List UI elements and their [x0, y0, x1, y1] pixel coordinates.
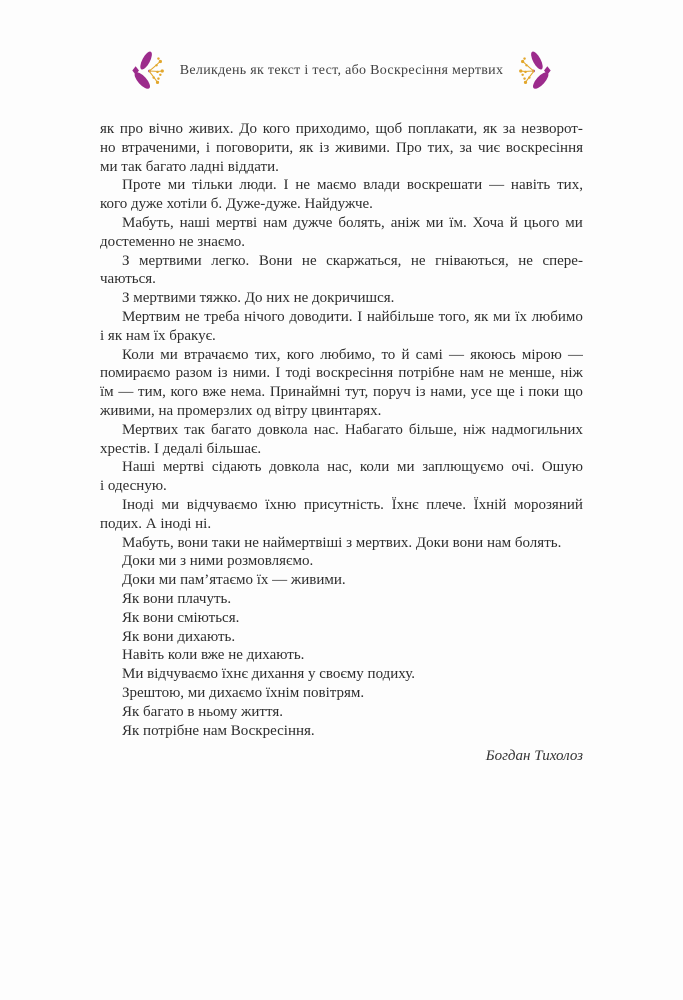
text-line: кого дуже хотіли б. Дуже-дуже. Найдужче.: [100, 196, 373, 213]
text-line: і одесную.: [100, 478, 167, 495]
text-line: помираємо разом із ними. І тоді воскресіння потрібне нам не менше, ніж: [100, 365, 583, 382]
text-line: Як вони дихають.: [122, 628, 236, 645]
text-line: Наші мертві сідають довкола нас, коли ми заплющуємо очі. Ошую: [122, 459, 583, 476]
text-line: хрестів. І дедалі більшає.: [100, 440, 262, 457]
text-line: Ми відчуваємо їхнє дихання у своєму подиху.: [122, 666, 415, 683]
text-line: достеменно не знаємо.: [100, 233, 246, 250]
text-line: Як вони сміються.: [122, 609, 240, 626]
paragraph: [100, 346, 583, 421]
paragraph: [100, 722, 583, 741]
text-line: живими, на промерзлих од вітру цвинтарях.: [100, 402, 382, 419]
author-signature: Богдан Тихолоз: [485, 748, 583, 765]
paragraph: [100, 214, 583, 252]
paragraph: [100, 421, 583, 459]
text-line: і як нам їх бракує.: [100, 327, 216, 344]
paragraph: [100, 628, 583, 647]
text-line: Мертвих так багато довкола нас. Набагато більше, ніж надмогильних: [122, 421, 583, 438]
text-line: Доки ми пам’ятаємо їх — живими.: [122, 572, 346, 589]
text-line: Мертвим не треба нічого доводити. І найбільше того, як ми їх любимо: [122, 308, 583, 325]
chapter-title: Великдень як текст і тест, або Воскресіння мертвих: [179, 63, 504, 78]
text-line: як про вічно живих. До кого приходимо, щоб поплакати, як за незворот-: [100, 121, 583, 137]
paragraph: [100, 552, 583, 571]
paragraph: [100, 289, 583, 308]
paragraph: [100, 571, 583, 590]
paragraph: [100, 176, 583, 214]
paragraph: [100, 590, 583, 609]
text-line: чаються.: [100, 271, 156, 288]
paragraph: [100, 684, 583, 703]
paragraph: [100, 252, 583, 290]
floral-sprig-ornament-left-icon: [129, 51, 167, 91]
text-line: З мертвими легко. Вони не скаржаться, не гніваються, не спере-: [122, 252, 583, 269]
text-line: Доки ми з ними розмовляємо.: [122, 553, 314, 570]
text-line: Проте ми тільки люди. І не маємо влади воскрешати — навіть тих,: [122, 177, 583, 194]
paragraph: [100, 665, 583, 684]
text-line: Навіть коли вже не дихають.: [122, 647, 305, 664]
text-line: Як вони плачуть.: [122, 590, 232, 607]
paragraph: [100, 120, 583, 176]
paragraph: [100, 646, 583, 665]
paragraph: [100, 496, 583, 534]
text-line: Зрештою, ми дихаємо їхнім повітрям.: [122, 684, 365, 701]
paragraph: [100, 458, 583, 496]
text-line: Як потрібне нам Воскресіння.: [122, 722, 315, 739]
text-line: подих. А іноді ні.: [100, 515, 212, 532]
text-line: Коли ми втрачаємо тих, кого любимо, то й самі — якоюсь мірою —: [122, 346, 583, 363]
text-line: Мабуть, вони таки не наймертвіші з мертвих. Доки вони нам болять.: [122, 534, 562, 551]
body-text: [100, 120, 583, 740]
running-header: [0, 50, 683, 92]
paragraph: [100, 703, 583, 722]
text-line: їм — тим, кого вже нема. Принаймні тут, поруч із нами, усе ще і поки що: [100, 384, 583, 401]
floral-sprig-ornament-right-icon: [516, 51, 554, 91]
text-line: З мертвими тяжко. До них не докричишся.: [122, 290, 395, 307]
text-line: но втраченими, і поговорити, як із живими. Про тих, за чиє воскресіння: [100, 139, 583, 156]
paragraph: [100, 534, 583, 553]
text-line: Як багато в ньому життя.: [122, 703, 283, 720]
paragraph: [100, 308, 583, 346]
text-line: Іноді ми відчуваємо їхню присутність. Їхнє плече. Їхній морозяний: [122, 496, 583, 513]
paragraph: [100, 609, 583, 628]
text-line: ми так багато ладні віддати.: [100, 158, 279, 175]
text-line: Мабуть, наші мертві нам дужче болять, аніж ми їм. Хоча й цього ми: [122, 214, 583, 231]
